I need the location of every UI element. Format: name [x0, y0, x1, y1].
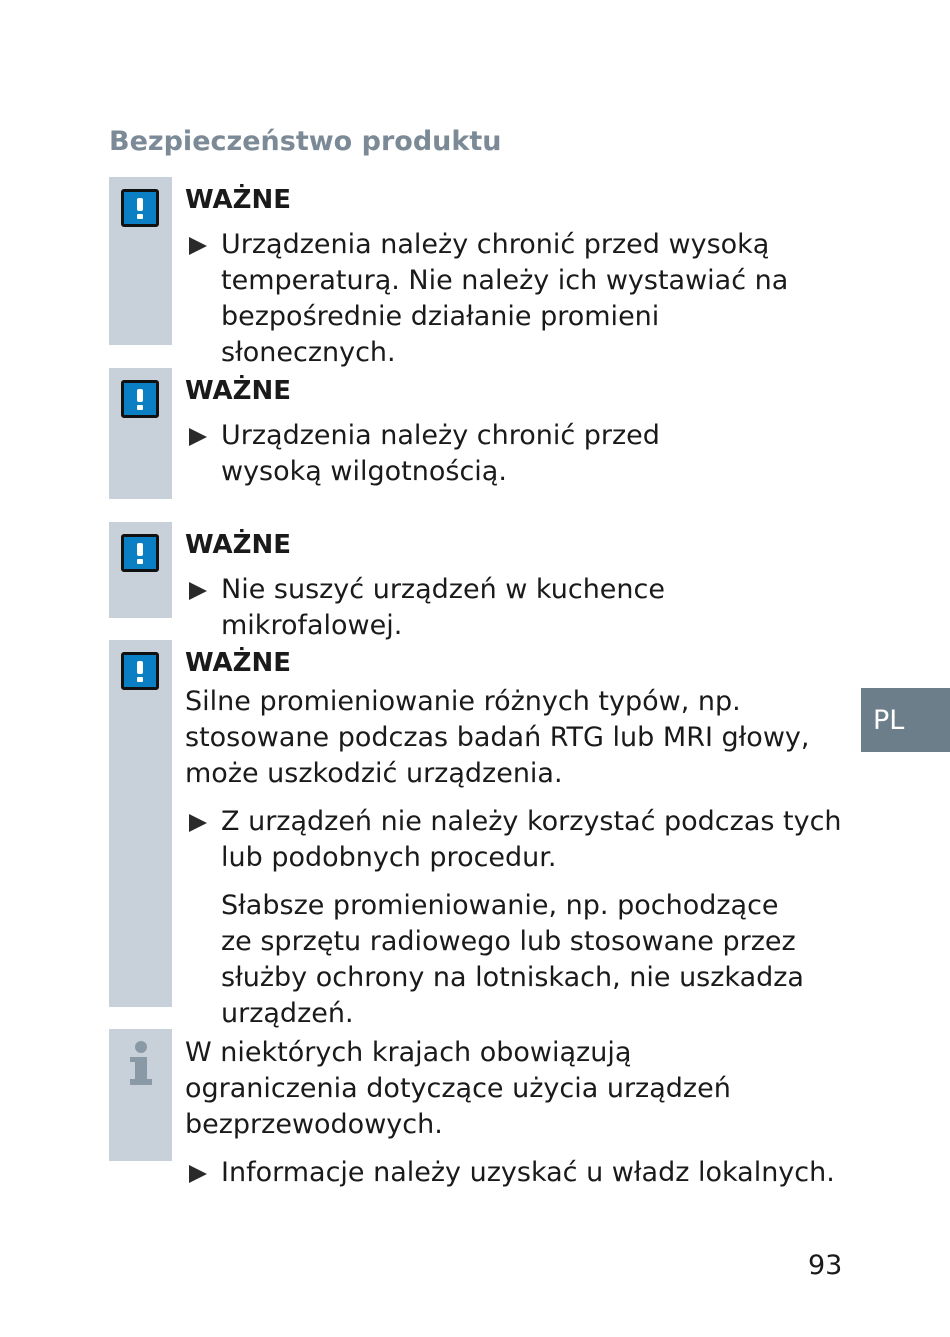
- triangle-bullet-icon: [189, 814, 207, 832]
- bullet-text: Urządzenia należy chronić przed wysoką temperaturą. Nie należy ich wystawiać na bezpośrednie działanie promieni słonecznych.: [221, 229, 789, 368]
- notice-text: W niektórych krajach obowiązują ograniczenia dotyczące użycia urządzeń bezprzewodowych.: [185, 1037, 731, 1140]
- notice-important-4: [109, 640, 849, 1029]
- bullet-note: Słabsze promieniowanie, np. pochodzące ze sprzętu radiowego lub stosowane przez służby ochrony na lotniskach, nie uszkadza urządzeń.: [221, 890, 804, 1029]
- triangle-bullet-icon: [189, 582, 207, 600]
- notice-important-2: [109, 368, 849, 499]
- notice-important-3: [109, 522, 849, 641]
- section-title: Bezpieczeństwo produktu: [109, 126, 502, 157]
- notice-label: WAŻNE: [185, 376, 292, 406]
- warning-icon: [121, 652, 159, 690]
- page-number: 93: [808, 1250, 843, 1281]
- warning-icon: [121, 534, 159, 572]
- bullet-item: [185, 418, 741, 490]
- bullet-text: Informacje należy uzyskać u władz lokalnych.: [221, 1157, 835, 1188]
- bullet-text: Z urządzeń nie należy korzystać podczas tych lub podobnych procedur.: [221, 806, 842, 873]
- notice-label: WAŻNE: [185, 185, 292, 215]
- triangle-bullet-icon: [189, 428, 207, 446]
- bullet-text: Urządzenia należy chronić przed wysoką wilgotnością.: [221, 420, 660, 487]
- warning-icon: [121, 189, 159, 227]
- info-icon: [127, 1041, 155, 1089]
- notice-sidebar: [109, 1029, 172, 1161]
- notice-sidebar: [109, 522, 172, 618]
- notice-label: WAŻNE: [185, 530, 292, 560]
- bullet-item: [185, 227, 821, 371]
- bullet-item: [185, 804, 861, 876]
- notice-sidebar: [109, 368, 172, 499]
- notice-info: [109, 1029, 849, 1188]
- language-tab: PL: [861, 688, 950, 752]
- notice-text: Silne promieniowanie różnych typów, np. stosowane podczas badań RTG lub MRI głowy, może uszkodzić urządzenia.: [185, 686, 810, 789]
- notice-label: WAŻNE: [185, 648, 292, 678]
- bullet-item: [185, 572, 849, 644]
- bullet-item: [185, 1155, 849, 1191]
- warning-icon: [121, 380, 159, 418]
- notice-sidebar: [109, 640, 172, 1007]
- triangle-bullet-icon: [189, 1165, 207, 1183]
- triangle-bullet-icon: [189, 237, 207, 255]
- bullet-text: Nie suszyć urządzeń w kuchence mikrofalowej.: [221, 574, 665, 641]
- notice-important-1: [109, 177, 849, 368]
- notice-sidebar: [109, 177, 172, 345]
